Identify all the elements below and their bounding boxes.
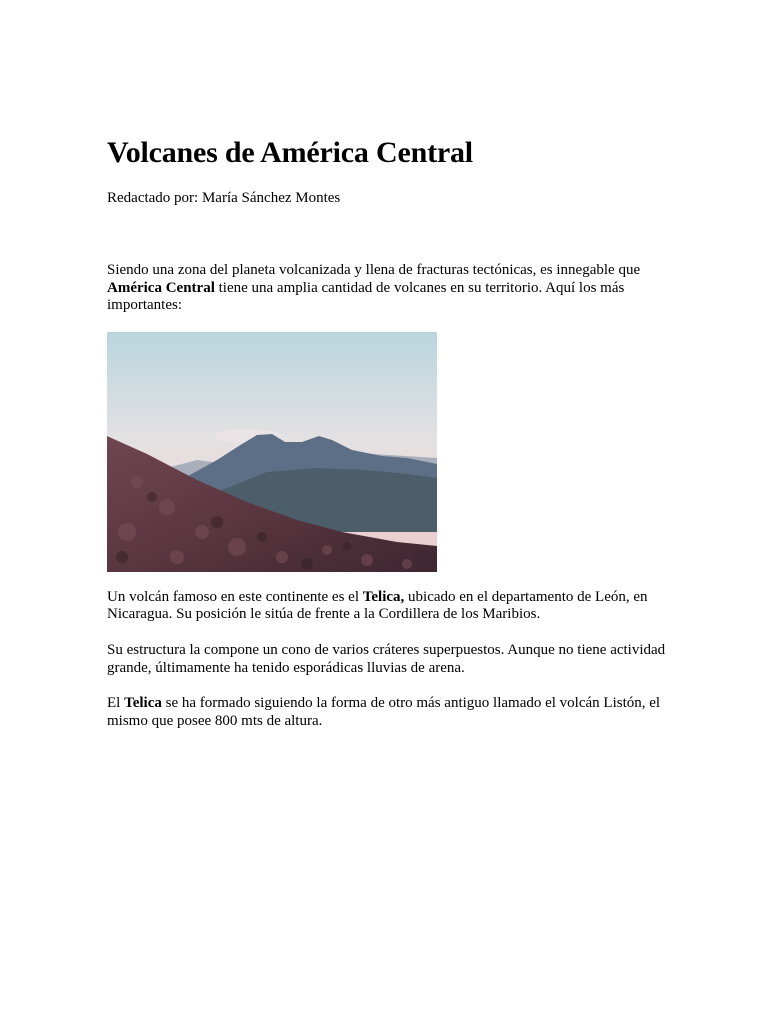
telica-text-end: ubicado en el departamento de León, en Nicaragua. Su posición le sitúa de frente a la Cordillera de los Maribios. bbox=[107, 588, 648, 623]
structure-paragraph: Su estructura la compone un cono de varios cráteres superpuestos. Aunque no tiene actividad grande, últimamente ha tenido esporádicas lluvias de arena. bbox=[107, 641, 666, 676]
page-title: Volcanes de América Central bbox=[107, 136, 473, 169]
intro-bold-region: América Central bbox=[107, 279, 215, 296]
telica-bold-name: Telica, bbox=[362, 588, 405, 605]
author-byline: Redactado por: María Sánchez Montes bbox=[107, 190, 341, 206]
telica-paragraph bbox=[107, 589, 667, 624]
intro-text-end: tiene una amplia cantidad de volcanes en su territorio. Aquí los más importantes: bbox=[107, 279, 625, 314]
origin-bold-name: Telica bbox=[124, 695, 162, 712]
document-content bbox=[107, 134, 667, 730]
origin-text-end: se ha formado siguiendo la forma de otro más antiguo llamado el volcán Listón, el mismo que posee 800 mts de altura. bbox=[107, 695, 661, 729]
origin-paragraph bbox=[107, 695, 667, 730]
volcano-photo bbox=[107, 332, 437, 572]
intro-text-start: Siendo una zona del planeta volcanizada y llena de fracturas tectónicas, es innegable que bbox=[107, 262, 641, 278]
intro-paragraph bbox=[107, 262, 667, 315]
origin-text-start: El bbox=[107, 695, 125, 712]
telica-text-start: Un volcán famoso en este continente es el bbox=[107, 588, 363, 605]
